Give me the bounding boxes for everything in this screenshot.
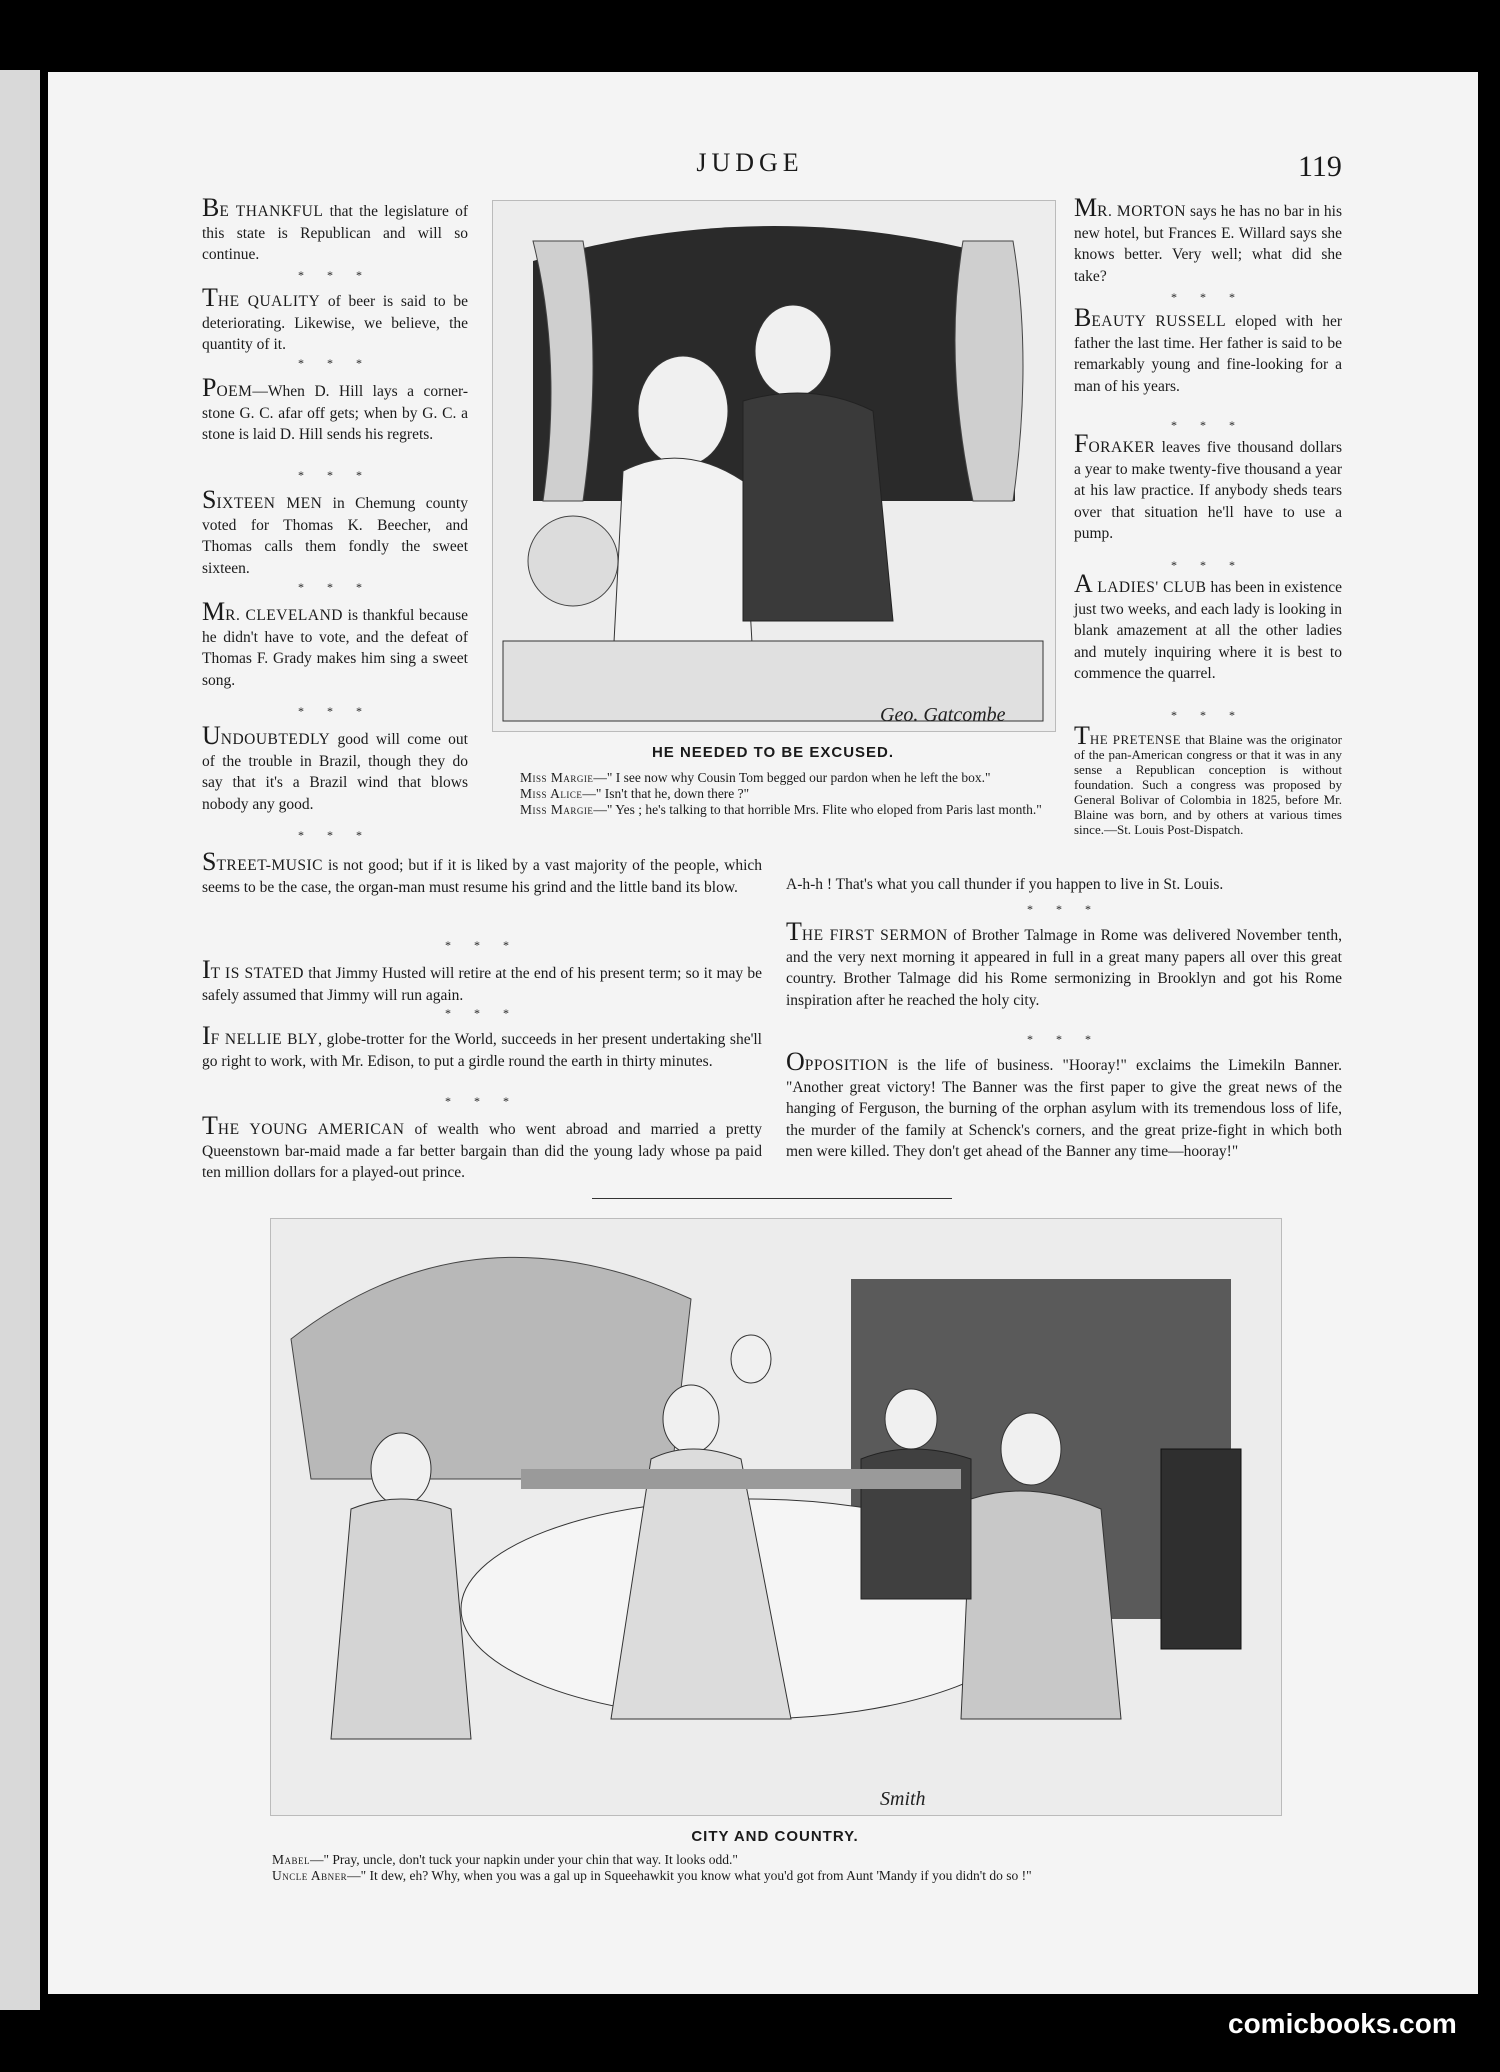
item-mr-morton: MR. MORTON says he has no bar in his new hotel, but Frances E. Willard says she knows better. Very well; what did she take? [1074,193,1343,285]
item-jimmy-husted: IT IS STATED that Jimmy Husted will retire at the end of his present term; so it may be safely assumed that Jimmy will run again. [202,955,762,1004]
illustrator-signature: Geo. Gatcombe [880,704,1006,726]
separator: * * * [445,1006,519,1020]
item-street-music: STREET-MUSIC is not good; but if it is liked by a vast majority of the people, which seems to be the case, the organ-man must resume his grind and the little band its blow. [202,847,762,896]
separator: * * * [1171,558,1245,572]
illustration-title: CITY AND COUNTRY. [691,1828,859,1845]
item-sixteen-men: SIXTEEN MEN in Chemung county voted for Thomas K. Beecher, and Thomas calls them fondly the sweet sixteen. [202,485,468,577]
item-undoubtedly: UNDOUBTEDLY good will come out of the trouble in Brazil, though they do say that it's a Brazil wind that blows nobody any good. [202,721,468,813]
item-thunder-st-louis: A-h-h ! That's what you call thunder if you happen to live in St. Louis. [786,876,1224,893]
separator: * * * [298,704,372,718]
illustration-theater-box [492,200,1056,732]
illustrator-signature: Smith [880,1788,926,1810]
separator: * * * [298,268,372,282]
item-opposition: OPPOSITION is the life of business. "Hooray!" exclaims the Limekiln Banner. "Another great victory! The Banner was the first paper to give the great news of the hanging of Ferguson, the burning of the orphan asylum with its tremendous loss of life, the murder of the family at Schenck's corners, and the great prize-fight in which both men were killed. They don't get ahead of the Banner any time—hooray!" [786,1047,1342,1160]
separator: * * * [298,356,372,370]
separator: * * * [1027,1032,1101,1046]
separator: * * * [298,468,372,482]
item-young-american: THE YOUNG AMERICAN of wealth who went abroad and married a pretty Queenstown bar-maid made a far better bargain than did the young lady whose pa paid ten million dollars for a played-out prince. [202,1111,762,1181]
separator: * * * [1171,708,1245,722]
separator: * * * [445,1094,519,1108]
separator: * * * [298,828,372,842]
item-poem: POEM—When D. Hill lays a corner-stone G. C. afar off gets; when by G. C. a stone is laid D. Hill sends his regrets. [202,373,468,443]
dinner-scene-drawing [271,1219,1281,1815]
illustration-dialog: Mabel—" Pray, uncle, don't tuck your napkin under your chin that way. It looks odd." Uncle Abner—" It dew, eh? Why, when you was a gal up in Squeehawkit you know what you'd got from Aunt 'Mandy if you didn't do so !" [272,1852,1032,1883]
illustration-dialog: Miss Margie—" I see now why Cousin Tom begged our pardon when he left the box." Miss Alice—" Isn't that he, down there ?" Miss Margie—" Yes ; he's talking to that horrible Mrs. Flite who eloped from Paris last month." [520,770,1042,817]
item-quality-of-beer: THE QUALITY of beer is said to be deteriorating. Likewise, we believe, the quantity of it. [202,283,468,353]
separator: * * * [445,938,519,952]
facing-page-edge [0,70,40,2010]
item-pretense: THE PRETENSE that Blaine was the originator of the pan-American congress or that it was in any sense a Republican conception is without foundation. Such a congress was proposed by General Bolivar of Colombia in 1825, before Mr. Blaine was born, and by others at various times since.—St. Louis Post-Dispatch. [1074,721,1342,837]
item-first-sermon: THE FIRST SERMON of Brother Talmage in Rome was delivered November tenth, and the very next morning it appeared in full in a great many papers all over this great country. Brother Talmage did his Rome sermonizing in Brooklyn and got his Rome inspiration after he reached the holy city. [786,917,1342,1009]
item-foraker: FORAKER leaves five thousand dollars a year to make twenty-five thousand a year at his law practice. If anybody sheds tears over that situation he'll have to use a pump. [1074,429,1342,542]
item-nellie-bly: IF NELLIE BLY, globe-trotter for the World, succeeds in her present undertaking she'll go right to work, with Mr. Edison, to put a girdle round the earth in thirty minutes. [202,1021,762,1070]
illustration-dinner-table [270,1218,1282,1816]
page-header: JUDGE [696,148,804,177]
separator: * * * [1171,290,1245,304]
illustration-title: HE NEEDED TO BE EXCUSED. [651,744,895,761]
item-ladies-club: A LADIES' CLUB has been in existence just two weeks, and each lady is looking in blank amazement at all the other ladies and mutely inquiring where it is best to commence the quarrel. [1074,569,1342,682]
watermark: comicbooks.com [1228,2008,1457,2039]
item-beauty-russell: BEAUTY RUSSELL eloped with her father the last time. Her father is said to be remarkably young and fine-looking for a man of his years. [1074,303,1342,395]
separator: * * * [1027,902,1101,916]
theater-box-drawing [493,201,1055,731]
page-number: 119 [1298,150,1342,183]
separator: * * * [298,580,372,594]
item-mr-cleveland: MR. CLEVELAND is thankful because he didn't have to vote, and the defeat of Thomas F. Grady makes him sing a sweet song. [202,597,468,689]
item-be-thankful: BE THANKFUL that the legislature of this state is Republican and will so continue. [202,193,468,263]
separator: * * * [1171,418,1245,432]
section-rule [592,1198,952,1199]
